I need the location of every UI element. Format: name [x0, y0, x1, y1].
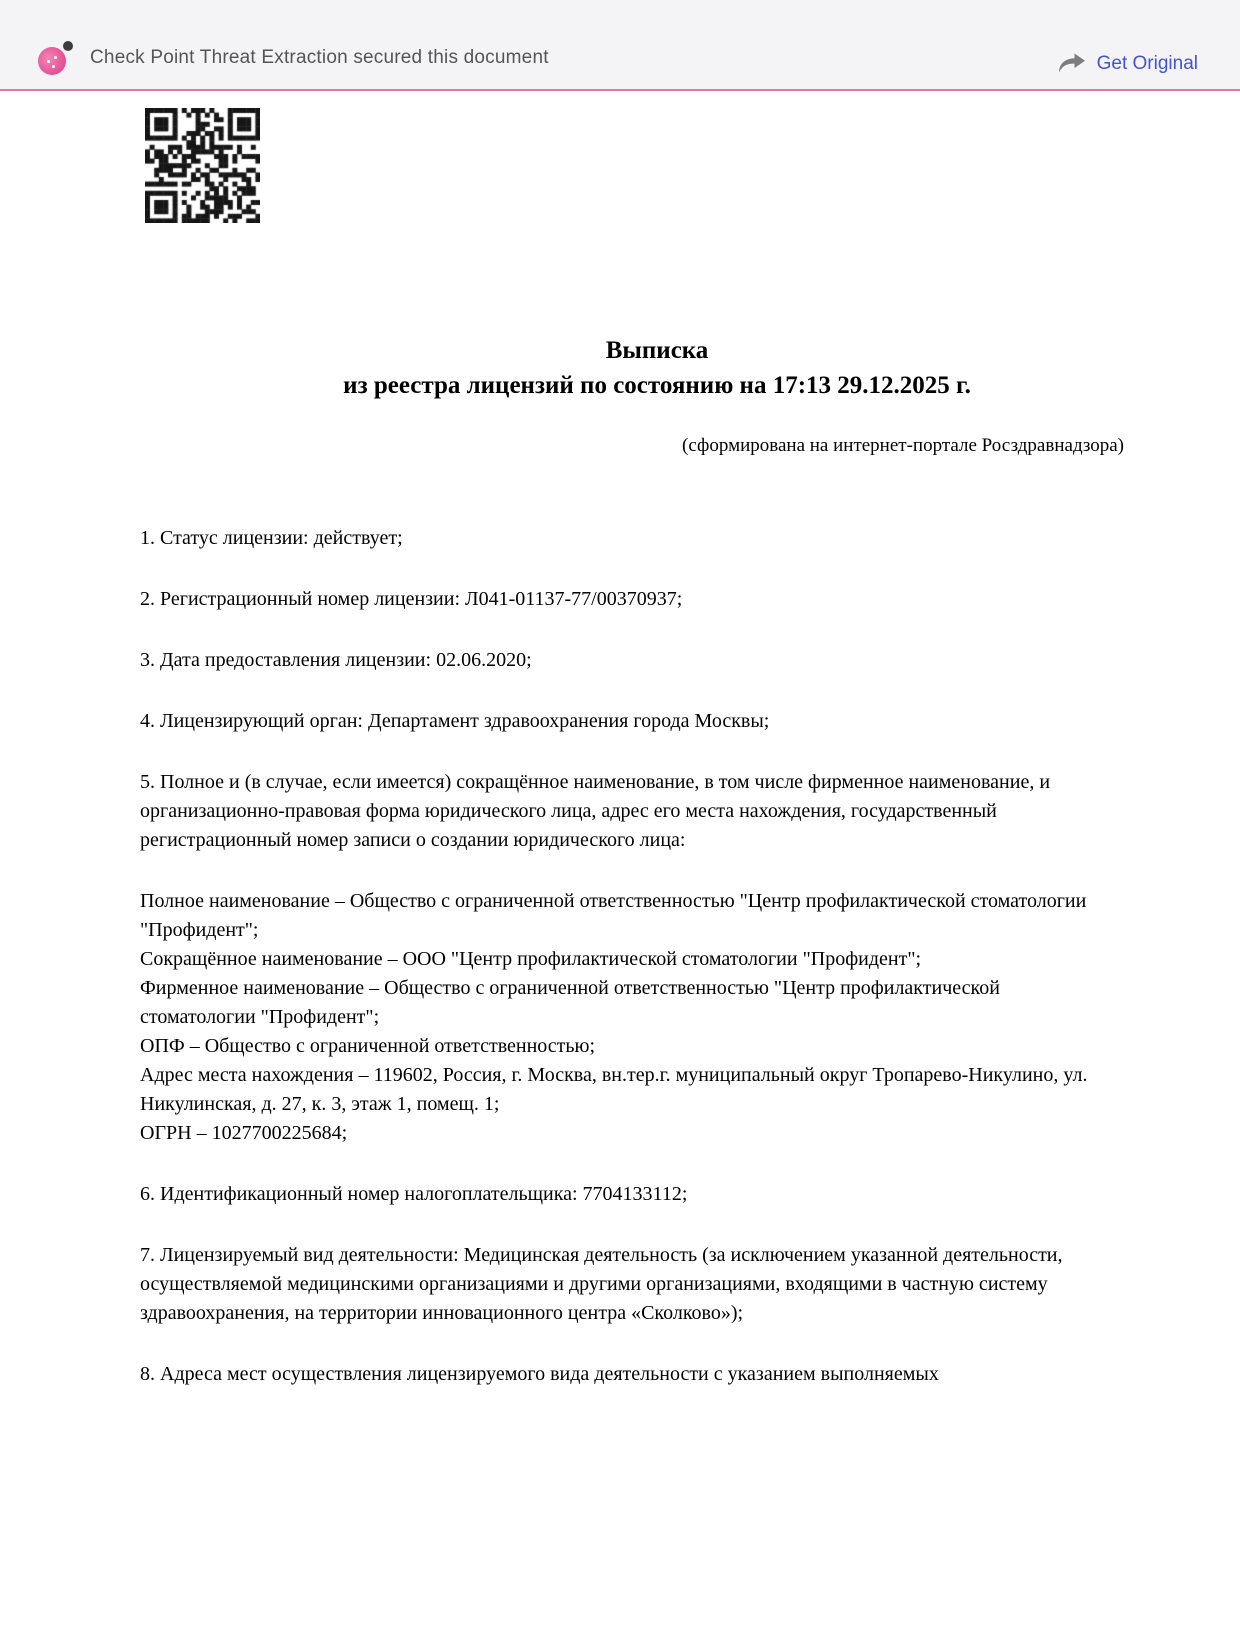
threat-extraction-banner [0, 0, 1240, 91]
document-paragraph [140, 646, 1105, 675]
paragraph-line: ОПФ – Общество с ограниченной ответственностью; [140, 1035, 596, 1057]
paragraph-line: 4. Лицензирующий орган: Департамент здравоохранения города Москвы; [140, 710, 770, 732]
document-paragraph [140, 524, 1105, 553]
document-title [0, 333, 1240, 403]
document-body [0, 524, 1240, 1389]
qr-code [145, 108, 260, 223]
check-point-logo-icon [38, 41, 76, 75]
paragraph-line: Адрес места нахождения – 119602, Россия, г. Москва, вн.тер.г. муниципальный округ Тропарево-Никулино, ул. Никулинская, д. 27, к. 3, этаж 1, помещ. 1; [140, 1064, 1088, 1115]
share-arrow-icon [1056, 52, 1087, 75]
qr-code-image [145, 108, 260, 223]
paragraph-line: 5. Полное и (в случае, если имеется) сокращённое наименование, в том числе фирменное наименование, и организационно-правовая форма юридического лица, адрес его места нахождения, государственный регистрационный номер записи о создании юридического лица: [140, 771, 1051, 851]
document-subtitle: (сформирована на интернет-портале Росздравнадзора) [682, 435, 1124, 456]
document-page [0, 91, 1240, 1389]
paragraph-line: 7. Лицензируемый вид деятельности: Медицинская деятельность (за исключением указанной деятельности, осуществляемой медицинскими организациями и другими организациями, входящими в частную систему здравоохранения, на территории инновационного центра «Сколково»); [140, 1244, 1063, 1324]
paragraph-line: 1. Статус лицензии: действует; [140, 527, 403, 549]
paragraph-line: Сокращённое наименование – ООО "Центр профилактической стоматологии "Профидент"; [140, 948, 922, 970]
banner-status [38, 41, 549, 75]
banner-message: Check Point Threat Extraction secured this document [90, 47, 549, 68]
document-paragraph [140, 887, 1105, 1148]
paragraph-line: 8. Адреса мест осуществления лицензируемого вида деятельности с указанием выполняемых [140, 1363, 939, 1385]
paragraph-line: 2. Регистрационный номер лицензии: Л041-01137-77/00370937; [140, 588, 683, 610]
document-paragraph [140, 1241, 1105, 1328]
document-paragraph [140, 1180, 1105, 1209]
check-point-blob [38, 47, 66, 75]
document-paragraph [140, 768, 1105, 855]
paragraph-line: 6. Идентификационный номер налогоплательщика: 7704133112; [140, 1183, 688, 1205]
document-paragraph [140, 585, 1105, 614]
paragraph-line: 3. Дата предоставления лицензии: 02.06.2020; [140, 649, 532, 671]
document-paragraph [140, 707, 1105, 736]
paragraph-line: Фирменное наименование – Общество с ограниченной ответственностью "Центр профилактической стоматологии "Профидент"; [140, 977, 1000, 1028]
paragraph-line: Полное наименование – Общество с ограниченной ответственностью "Центр профилактической стоматологии "Профидент"; [140, 890, 1087, 941]
get-original-link[interactable] [1056, 52, 1198, 75]
check-point-dot [63, 41, 73, 51]
document-title-line2: из реестра лицензий по состоянию на 17:13 29.12.2025 г. [343, 372, 971, 399]
document-title-line1: Выписка [605, 337, 709, 364]
paragraph-line: ОГРН – 1027700225684; [140, 1122, 348, 1144]
get-original-label: Get Original [1096, 52, 1198, 74]
document-paragraph [140, 1360, 1105, 1389]
